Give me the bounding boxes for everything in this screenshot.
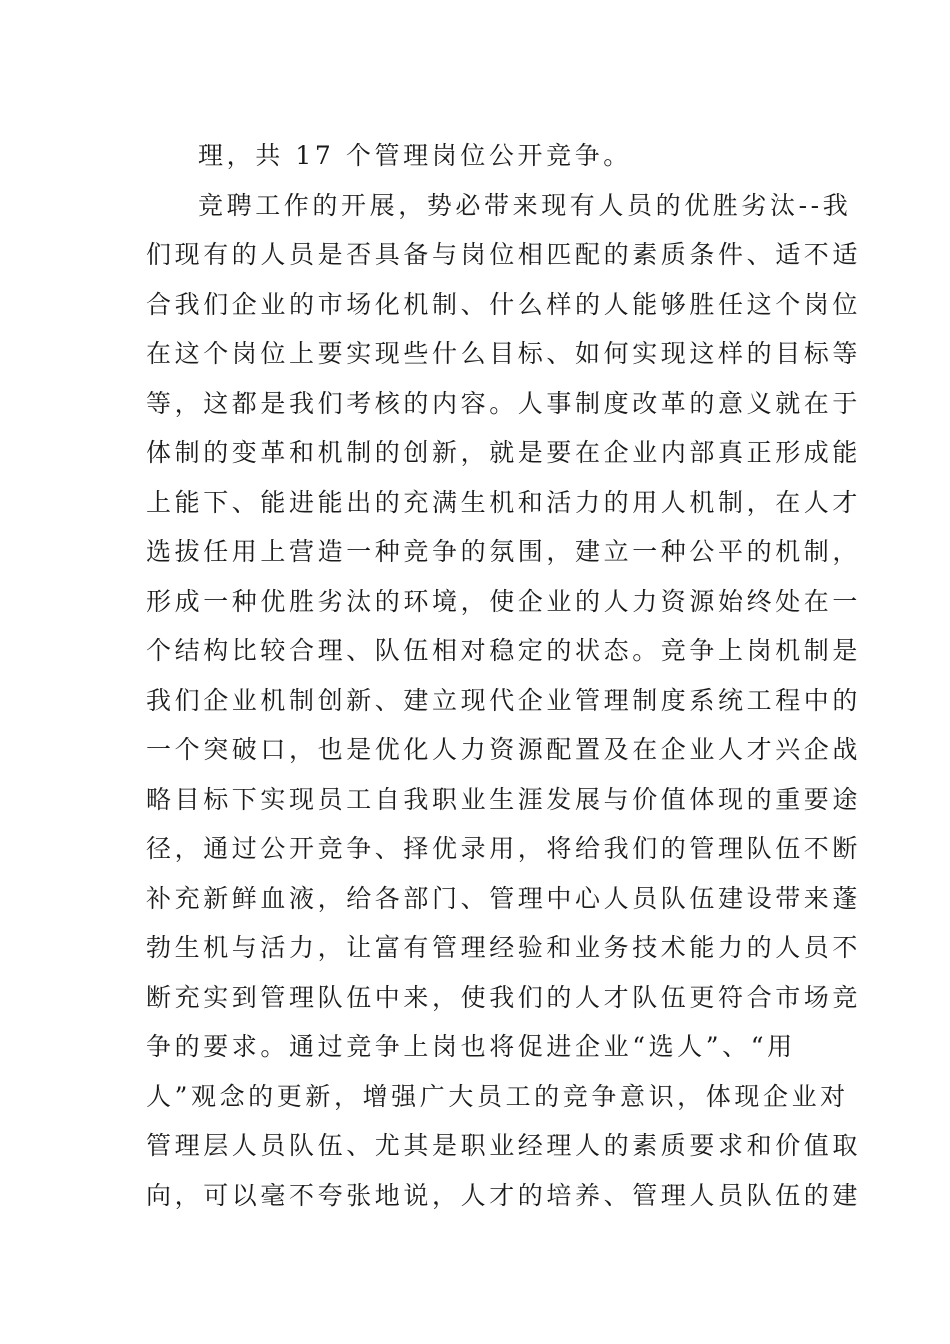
text-line: 径，通过公开竞争、择优录用，将给我们的管理队伍不断	[146, 834, 862, 863]
text-line: 理，共 17 个管理岗位公开竞争。	[198, 141, 632, 170]
text-line: 形成一种优胜劣汰的环境，使企业的人力资源始终处在一	[146, 586, 862, 616]
text-line: 等，这都是我们考核的内容。人事制度改革的意义就在于	[146, 388, 862, 418]
text-line: 断充实到管理队伍中来，使我们的人才队伍更符合市场竞	[146, 982, 862, 1012]
text-line: 勃生机与活力，让富有管理经验和业务技术能力的人员不	[146, 933, 862, 962]
text-line: 们现有的人员是否具备与岗位相匹配的素质条件、适不适	[146, 240, 862, 269]
text-line: 人”观念的更新，增强广大员工的竞争意识，体现企业对	[146, 1081, 849, 1111]
text-line: 争的要求。通过竞争上岗也将促进企业“选人”、“用	[146, 1032, 796, 1061]
text-line: 在这个岗位上要实现些什么目标、如何实现这样的目标等	[146, 339, 862, 368]
body-text	[146, 131, 862, 1220]
text-line: 略目标下实现员工自我职业生涯发展与价值体现的重要途	[146, 784, 862, 814]
text-line: 选拔任用上营造一种竞争的氛围，建立一种公平的机制，	[146, 537, 862, 566]
text-line: 我们企业机制创新、建立现代企业管理制度系统工程中的	[146, 685, 862, 715]
text-line: 上能下、能进能出的充满生机和活力的用人机制，在人才	[146, 487, 862, 517]
text-line: 向，可以毫不夸张地说，人才的培养、管理人员队伍的建	[146, 1180, 862, 1210]
text-line: 合我们企业的市场化机制、什么样的人能够胜任这个岗位	[146, 289, 862, 319]
text-line: 管理层人员队伍、尤其是职业经理人的素质要求和价值取	[146, 1131, 862, 1160]
text-line: 竞聘工作的开展，势必带来现有人员的优胜劣汰--我	[198, 190, 852, 220]
text-line: 个结构比较合理、队伍相对稳定的状态。竞争上岗机制是	[146, 636, 862, 665]
text-line: 补充新鲜血液，给各部门、管理中心人员队伍建设带来蓬	[146, 883, 862, 913]
text-line: 一个突破口，也是优化人力资源配置及在企业人才兴企战	[146, 735, 862, 764]
text-line: 体制的变革和机制的创新，就是要在企业内部真正形成能	[146, 438, 862, 467]
